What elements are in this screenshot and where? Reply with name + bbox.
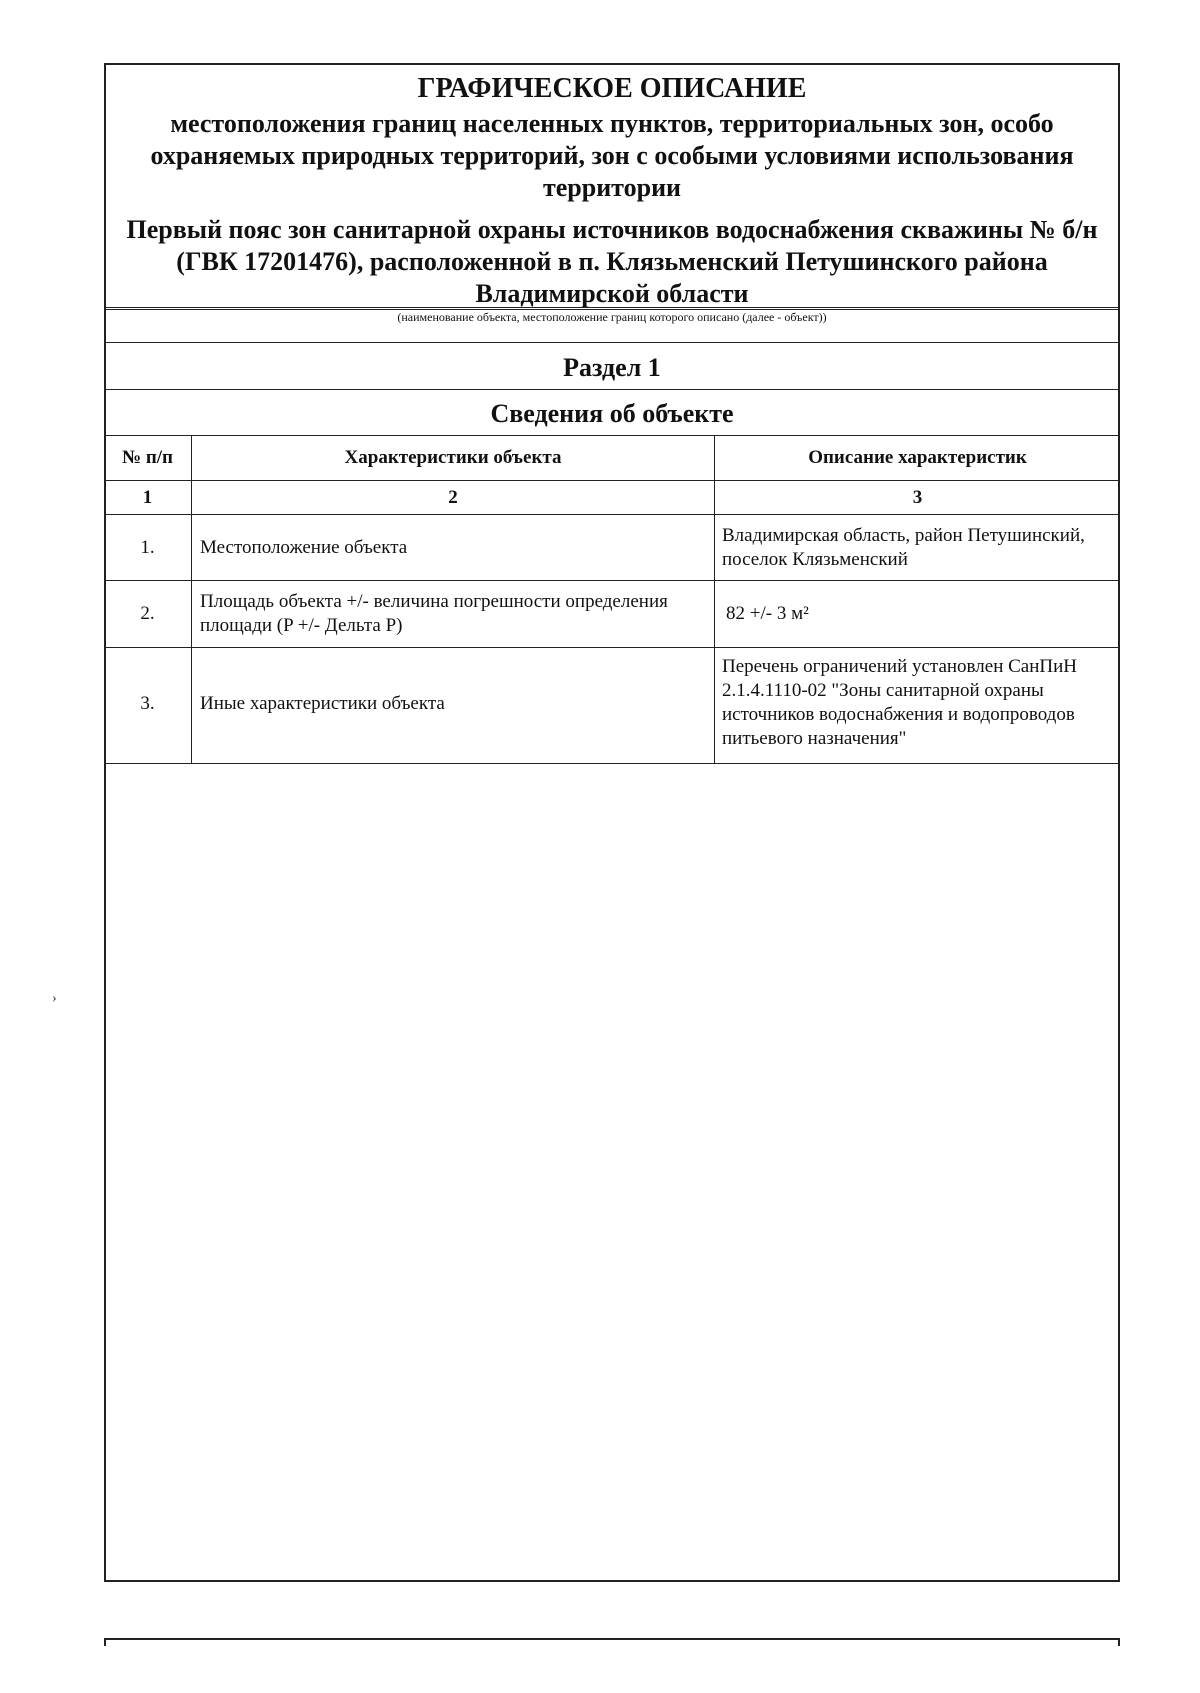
divider bbox=[104, 389, 1120, 390]
scan-mark: › bbox=[52, 991, 57, 1006]
row-number: 3. bbox=[140, 693, 155, 714]
row-description: Перечень ограничений установлен СанПиН 2.1.4.1110-02 "Зоны санитарной охраны источников водоснабжения и водопроводов питьевого назначения" bbox=[722, 656, 1077, 749]
document-title: ГРАФИЧЕСКОЕ ОПИСАНИЕ bbox=[417, 73, 807, 104]
column-divider bbox=[714, 435, 715, 763]
section-title: Раздел 1 bbox=[563, 353, 661, 382]
table-row-border bbox=[104, 580, 1120, 581]
object-caption: (наименование объекта, местоположение границ которого описано (далее - объект)) bbox=[397, 310, 827, 324]
bottom-rule bbox=[104, 1638, 1120, 1640]
table-header-description: Описание характеристик bbox=[808, 447, 1027, 468]
document-subtitle: местоположения границ населенных пунктов, территориальных зон, особо охраняемых природных территорий, зон с особыми условиями использования территории bbox=[150, 109, 1074, 202]
table-top-border bbox=[104, 435, 1120, 436]
table-header-num: № п/п bbox=[121, 447, 174, 468]
table-bottom-border bbox=[104, 763, 1120, 764]
row-characteristic: Иные характеристики объекта bbox=[200, 693, 445, 714]
divider bbox=[104, 307, 1120, 308]
table-header-characteristic: Характеристики объекта bbox=[344, 447, 562, 468]
table-col-number: 3 bbox=[912, 487, 923, 508]
row-number: 2. bbox=[140, 603, 155, 624]
table-row-border bbox=[104, 480, 1120, 481]
table-row-border bbox=[104, 514, 1120, 515]
row-characteristic: Площадь объекта +/- величина погрешности определения площади (P +/- Дельта P) bbox=[200, 591, 668, 636]
row-number: 1. bbox=[140, 537, 155, 558]
divider bbox=[104, 342, 1120, 343]
object-name: Первый пояс зон санитарной охраны источников водоснабжения скважины № б/н (ГВК 17201476), расположенной в п. Клязьменский Петушинского района Владимирской области bbox=[126, 215, 1098, 308]
bottom-rule-tick bbox=[1118, 1638, 1120, 1646]
table-col-number: 1 bbox=[142, 487, 153, 508]
table-col-number: 2 bbox=[448, 487, 458, 508]
row-description: 82 +/- 3 м² bbox=[726, 603, 809, 624]
column-divider bbox=[191, 435, 192, 763]
row-description: Владимирская область, район Петушинский, поселок Клязьменский bbox=[722, 525, 1085, 570]
bottom-rule-tick bbox=[104, 1638, 106, 1646]
table-row-border bbox=[104, 647, 1120, 648]
section-subtitle: Сведения об объекте bbox=[490, 399, 734, 428]
row-characteristic: Местоположение объекта bbox=[200, 537, 408, 558]
